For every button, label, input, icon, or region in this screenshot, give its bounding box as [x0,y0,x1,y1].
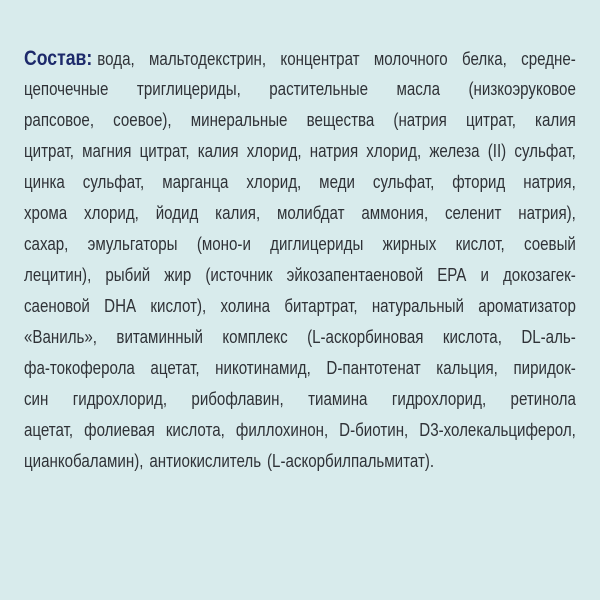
word: гидрохлорид, [391,389,487,409]
word: натрия, [523,172,576,192]
word: триглицериды, [136,79,241,99]
word: рапсовое, [24,110,95,130]
ingredients-first-line-text [97,44,576,75]
word: сульфат, [82,172,145,192]
word: масла [396,79,441,99]
ingredients-line [24,229,576,260]
word: ацетат, [150,358,200,378]
word: D-пантотенат [326,358,421,378]
word: DL-аль- [521,327,576,347]
word: цитрат, [465,110,516,130]
word: (L-аскорбилпальмитат). [267,451,435,471]
word: «Ваниль», [24,327,98,347]
word: комплекс [222,327,288,347]
word: эмульгаторы [87,234,178,254]
ingredients-line [24,136,576,167]
word: никотинамид, [215,358,311,378]
word: растительные [269,79,368,99]
word: кислот, [455,234,505,254]
ingredients-line [24,74,576,105]
ingredients-line [24,291,576,322]
word: ретинола [510,389,576,409]
word: средне- [521,49,576,69]
ingredients-line [24,260,576,291]
word: вода, [97,49,135,69]
word: аммония, [361,203,429,223]
ingredients-line [24,415,576,446]
ingredients-line [24,353,576,384]
word: марганца [162,172,229,192]
word: калия, [215,203,261,223]
word: филлохинон, [235,420,329,440]
word: EPA [437,265,467,285]
word: натуральный [371,296,464,316]
word: лецитин), [24,265,92,285]
ingredients-label: Состав: [24,47,93,70]
word: кальция, [436,358,498,378]
word: холина [220,296,271,316]
word: (L-аскорбиновая [307,327,424,347]
word: цинка [24,172,65,192]
word: натрия [309,141,359,161]
word: саеновой [24,296,90,316]
word: селенит [444,203,502,223]
word: магния [82,141,132,161]
word: диглицериды [270,234,364,254]
word: калия [535,110,576,130]
word: хлорид, [84,203,139,223]
word: цепочечные [24,79,109,99]
word: меди [319,172,355,192]
word: эйкозапентаеновой [286,265,424,285]
word: и [480,265,489,285]
word: хлорид, [246,141,302,161]
word: антиокислитель [149,451,262,471]
word: рибофлавин, [191,389,284,409]
word: DHA [104,296,137,316]
word: (источник [205,265,273,285]
word: сульфат, [372,172,435,192]
word: железа [429,141,480,161]
word: соевый [523,234,576,254]
word: битартрат, [284,296,358,316]
word: кислота, [442,327,502,347]
word: йодид [155,203,199,223]
word: соевое), [113,110,172,130]
word: (натрия [393,110,447,130]
ingredients-line [24,322,576,353]
ingredients-last-line [24,446,576,477]
ingredients-line [24,198,576,229]
word: D-биотин, [339,420,409,440]
word: молибдат [276,203,345,223]
word: цитрат, [139,141,190,161]
word: D3-холекальциферол, [419,420,576,440]
word: (низкоэруковое [468,79,576,99]
ingredients-body [24,74,576,446]
ingredients-block [24,43,576,477]
word: рыбий [105,265,151,285]
word: жир [164,265,192,285]
word: минеральные [190,110,288,130]
word: фа-токоферола [24,358,135,378]
word: фолиевая [84,420,155,440]
word: калия [197,141,239,161]
word: мальтодекстрин, [149,49,267,69]
word: гидрохлорид, [72,389,168,409]
word: хлорид, [366,141,422,161]
word: докозагек- [502,265,576,285]
word: пиридок- [513,358,576,378]
ingredients-first-line [24,43,576,74]
word: (II) [487,141,507,161]
word: цианкобаламин), [24,451,144,471]
word: син [24,389,49,409]
word: цитрат, [24,141,74,161]
word: ароматизатор [478,296,576,316]
word: тиамина [308,389,368,409]
word: сахар, [24,234,69,254]
word: концентрат [280,49,360,69]
word: хлорид, [246,172,302,192]
word: кислота, [165,420,225,440]
word: натрия), [518,203,576,223]
word: (моно-и [196,234,251,254]
word: витаминный [116,327,203,347]
word: вещества [306,110,375,130]
ingredients-line [24,167,576,198]
word: сульфат, [514,141,576,161]
word: белка, [462,49,507,69]
word: молочного [373,49,448,69]
word: жирных [382,234,437,254]
ingredients-line [24,384,576,415]
word: фторид [452,172,506,192]
word: ацетат, [24,420,74,440]
word: кислот), [150,296,207,316]
word: хрома [24,203,68,223]
ingredients-line [24,105,576,136]
